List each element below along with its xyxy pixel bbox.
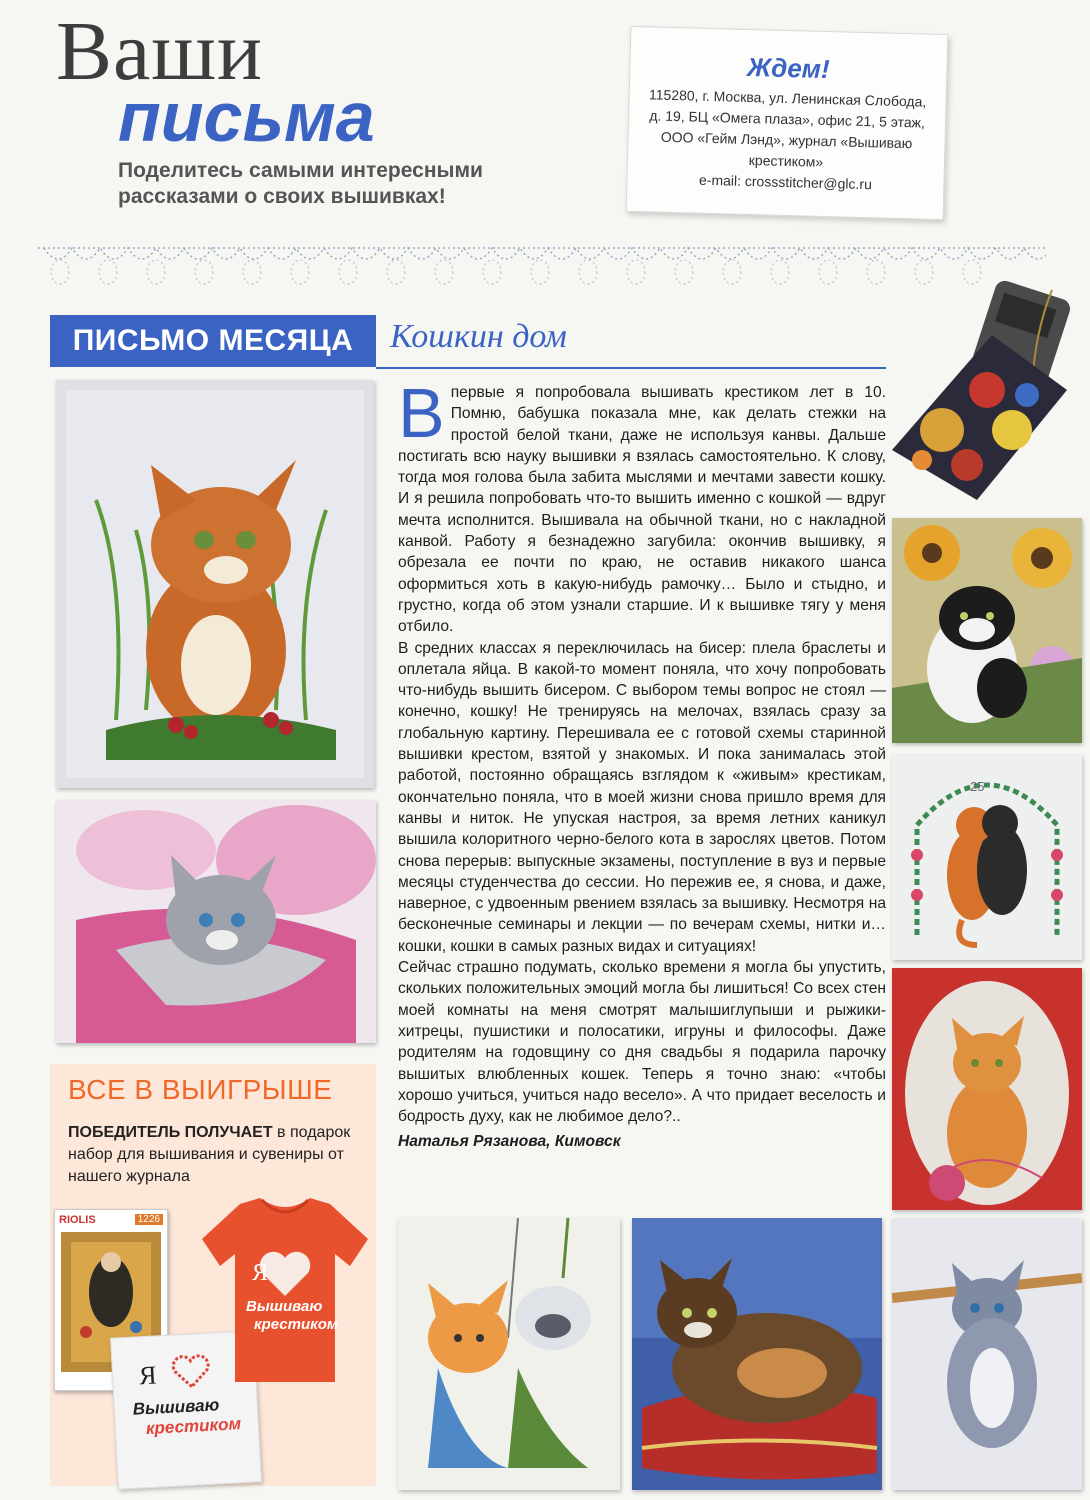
letter-of-month-label: ПИСЬМО МЕСЯЦА bbox=[50, 315, 376, 367]
contact-heading: Ждем! bbox=[746, 51, 831, 85]
contact-address: 115280, г. Москва, ул. Ленинская Слобода, д. 19, БЦ «Омега плаза», офис 21, 5 этаж, ООО «Гейм Лэнд», журнал «Вышиваю крестиком» bbox=[648, 86, 927, 170]
two-kittens-swing-photo bbox=[398, 1218, 620, 1490]
grey-kitten-rope-photo bbox=[892, 1218, 1082, 1490]
letter-paragraph bbox=[398, 374, 886, 638]
letter-paragraph: В средних классах я переключилась на бисер: плела браслеты и оплетала яйца. В какой-то момент поняла, что хочу попробовать что-нибудь вышить бисером. С выбором темы вопрос не стоял — конечно, кошку! Не тренируясь на мелочах, взялась сразу за глобальную картину. Перешивала ее с готовой схемы старинной вышивки крестом, взятой у знакомых. И пока занималась этой работой, постоянно обращаясь взглядом к «живым» крестикам, окончательно поняла, что в моей жизни снова пришло время для канвы и ниток. Не упуская настроя, за время летних каникул вышила колоритного черно-белого кота в зарослях цветов. Потом снова перерыв: выпускные экзамены, поступление в вуз и первые месяцы студенчества до сессии. Но пережив ее, я снова, и даже, наверное, с удвоенным рвением взялась за вышивку. Несмотря на бесконечные семинары и лекции — по вечерам схемы, нитки и… кошки, кошки в самых разных видах и ситуациях! bbox=[398, 639, 886, 955]
ginger-cat-yarn-embroidery-photo bbox=[892, 968, 1082, 1210]
page-title-line2: письма bbox=[118, 78, 375, 156]
letter-body bbox=[398, 374, 886, 1153]
prize-description bbox=[68, 1122, 368, 1188]
bag-line2: крестиком bbox=[145, 1414, 242, 1439]
kit-brand-label: RIOLIS bbox=[59, 1214, 96, 1226]
prize-winner-text: в подарок набор для вышивания и сувениры от нашего журнала bbox=[68, 1124, 351, 1185]
letter-paragraph: Сейчас страшно подумать, сколько времени я могла бы упустить, скольких положительных эмоций могла бы лишиться! Со всех стен моей комнаты на меня смотрят малышиглупыши и рыжики-хитрецы, пушистики и полосатики, игруны и философы. Даже родителям на годовщину со дня свадьбы я подарила парочку вышитых влюбленных кошек. Теперь я точно знаю: «чтобы хорошо учиться, учиться надо весело». А что придает веселость и бодрость духу, как не любимое дело?.. bbox=[398, 959, 886, 1126]
phone-pouch-photo bbox=[882, 280, 1082, 505]
t-shirt bbox=[200, 1194, 370, 1384]
drop-cap: В bbox=[398, 374, 445, 452]
letter-signature: Наталья Рязанова, Кимовск bbox=[398, 1133, 621, 1151]
page-title-line1: Ваши bbox=[56, 5, 263, 98]
shirt-letter: Я bbox=[252, 1260, 269, 1286]
t-shirt-shape bbox=[200, 1194, 370, 1384]
grey-kitten-embroidery-photo bbox=[56, 800, 376, 1043]
letter-paragraph-text: первые я попробовала вышивать крестиком лет в 10. Помню, бабушка показала мне, как делать стежки на простой белой ткани, даже не используя канвы. Дальше постигать всю науку вышивки я взялась самостоятельно. К слову, тогда моя голова была забита мыслями и мечтами завести кошку. И я решила попробовать что-то вышить именно с кошкой — вдруг мечта исполнится. Вышивала на обычной ткани, но с накладной канвой. Работу я безнадежно загубила: окончив вышивку, я обрезала ее почти по краю, не оставив никакого шанса оформиться хоть в какую-нибудь рамочку… Было и стыдно, и грустно, когда об этом узнали старшие. И к вышивке тягу у меня отбило. bbox=[398, 384, 886, 636]
shirt-line2: крестиком bbox=[254, 1316, 338, 1333]
contact-email: e-mail: crossstitcher@glc.ru bbox=[698, 171, 873, 193]
cat-on-pillow-photo bbox=[632, 1218, 882, 1490]
prize-winner-label: ПОБЕДИТЕЛЬ ПОЛУЧАЕТ bbox=[68, 1124, 273, 1141]
cat-couple-embroidery-photo bbox=[892, 755, 1082, 960]
page-subtitle: Поделитесь самыми интересными рассказами о своих вышивках! bbox=[118, 159, 483, 209]
bag-letter: Я bbox=[138, 1360, 158, 1391]
prize-heading: ВСЕ В ВЫИГРЫШЕ bbox=[68, 1074, 333, 1105]
black-white-cat-flowers-photo bbox=[892, 518, 1082, 743]
letter-title: Кошкин дом bbox=[390, 318, 567, 355]
kit-number-label: 1226 bbox=[135, 1214, 163, 1225]
section-divider bbox=[376, 367, 886, 369]
contact-card bbox=[626, 26, 949, 220]
shirt-line1: Вышиваю bbox=[246, 1298, 323, 1315]
couple-number-label: 25 bbox=[970, 779, 985, 794]
bag-line1: Вышиваю bbox=[132, 1395, 220, 1419]
prize-panel bbox=[50, 1064, 376, 1486]
ginger-kitten-embroidery-photo bbox=[56, 380, 374, 788]
